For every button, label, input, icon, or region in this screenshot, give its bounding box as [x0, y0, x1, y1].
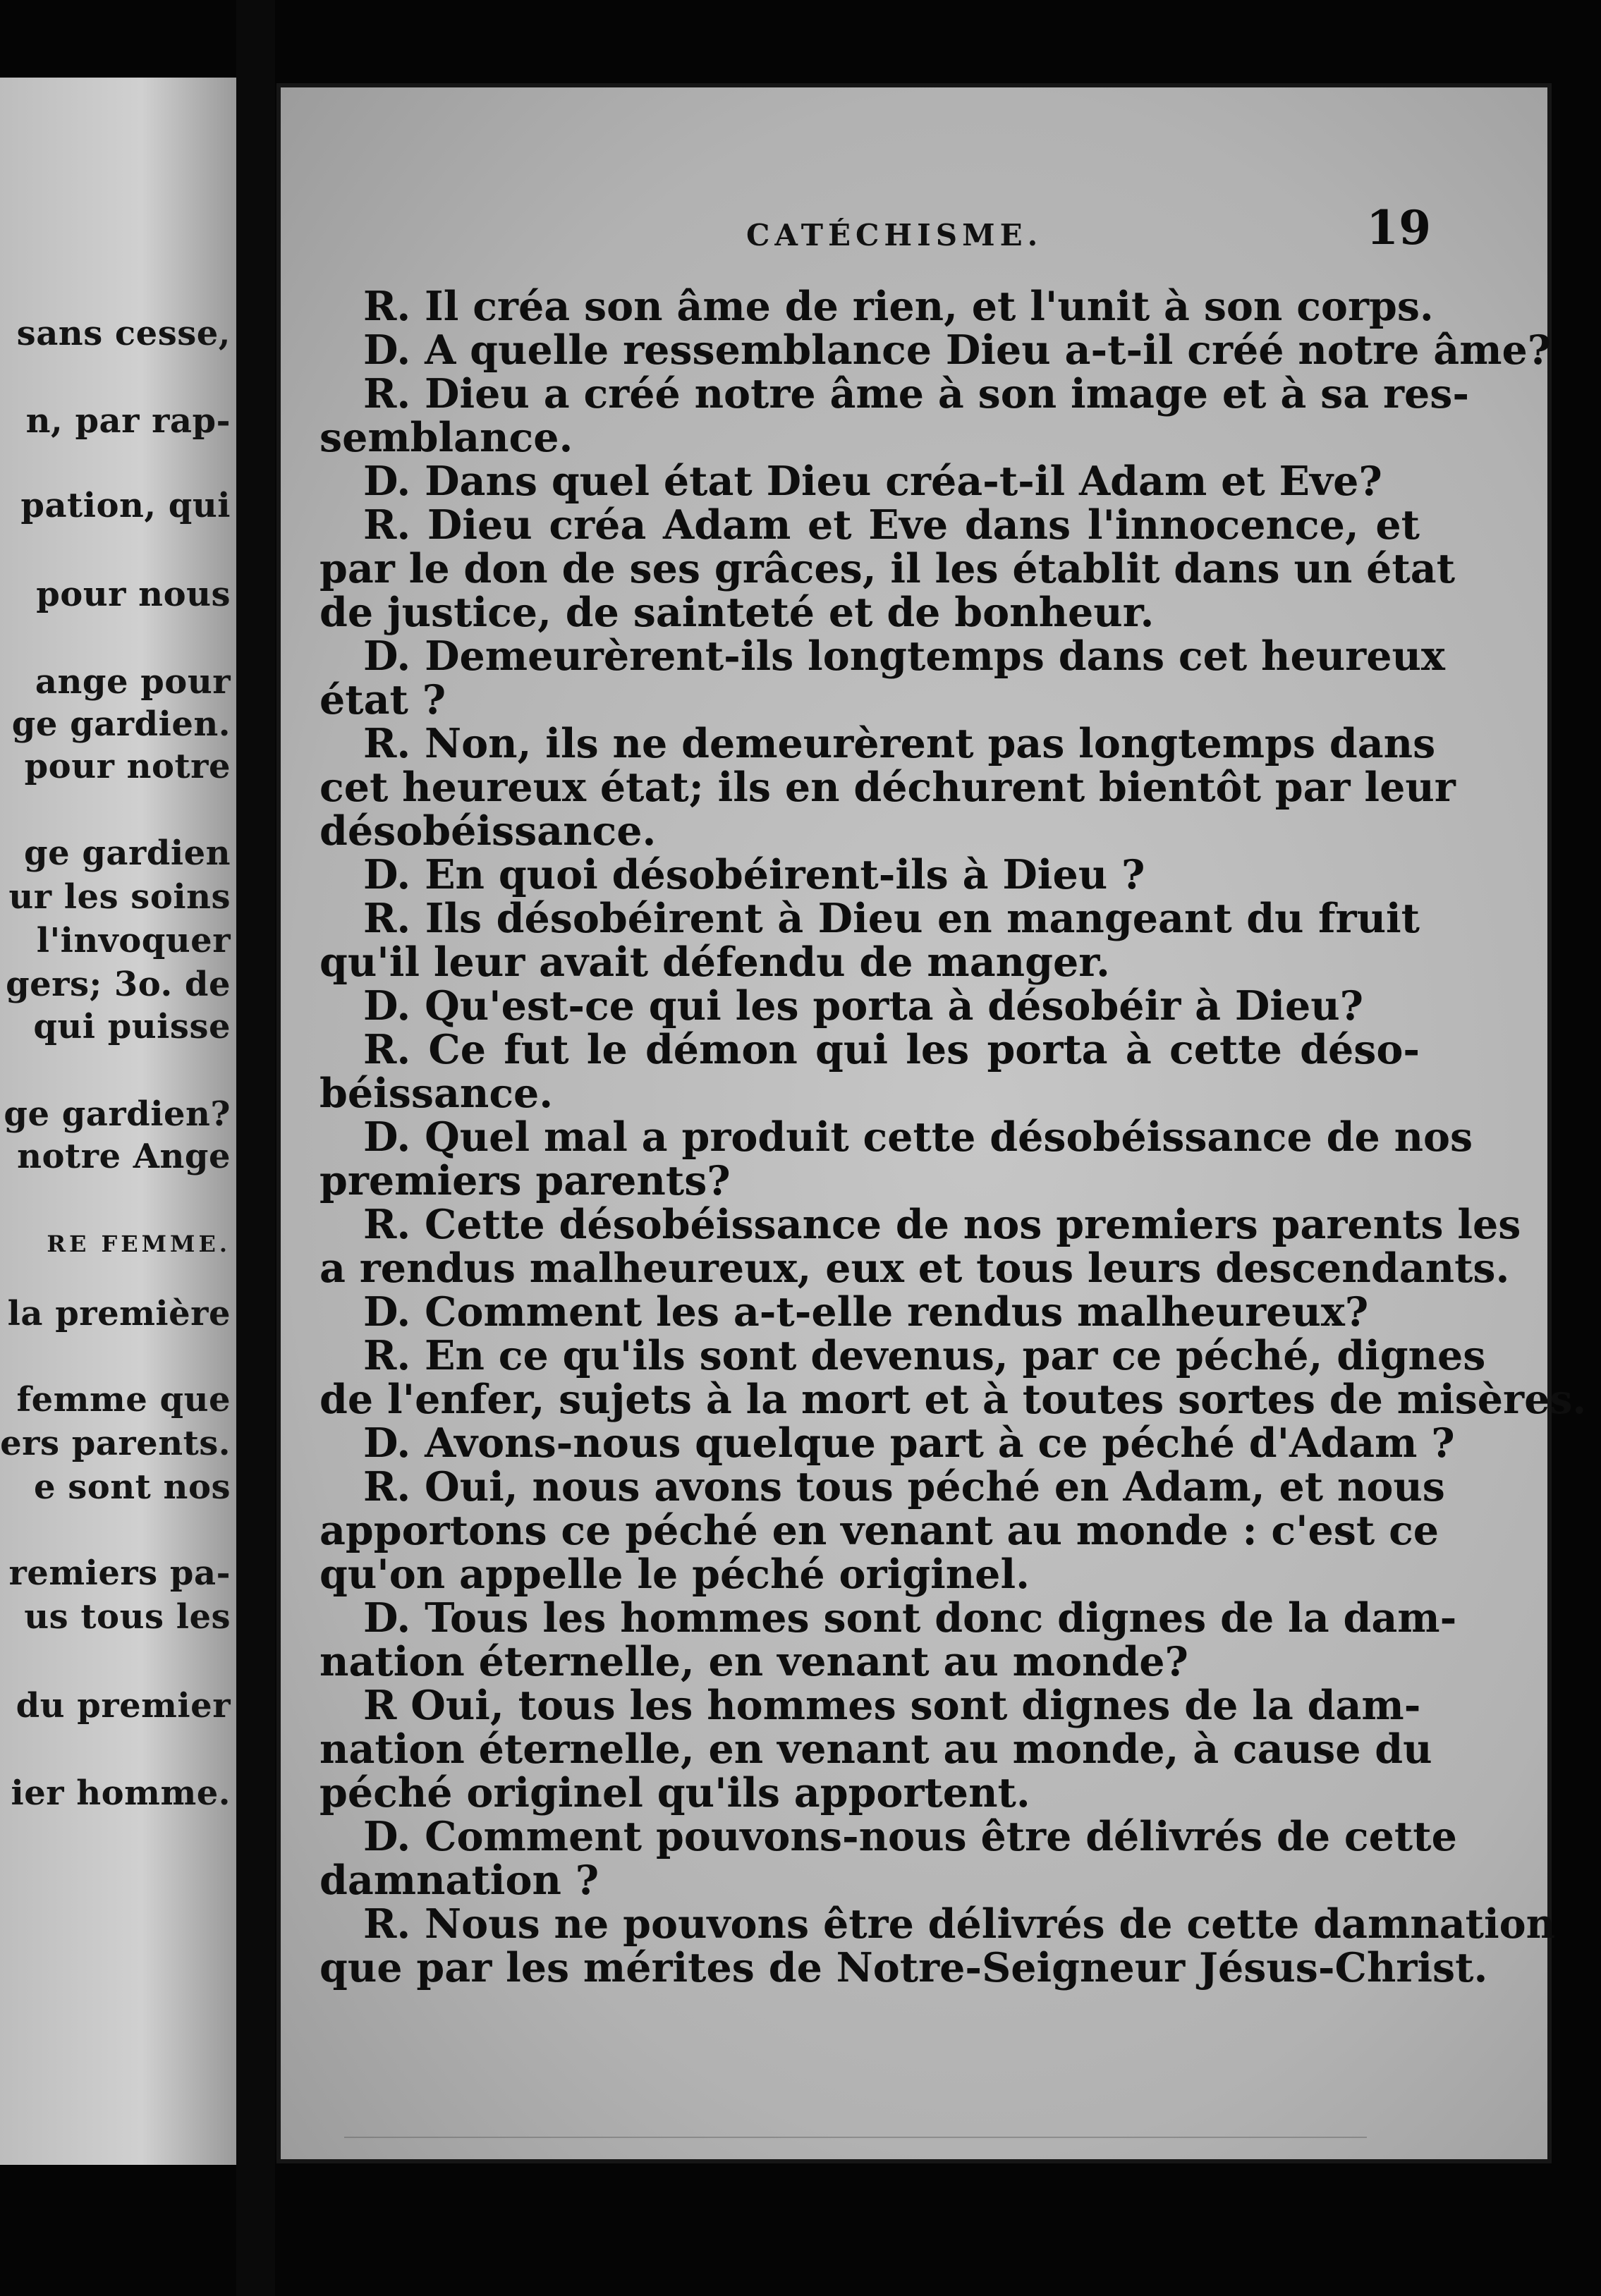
text-line: R Oui, tous les hommes sont dignes de la dam- — [363, 1682, 1421, 1729]
left-line: ge gardien — [24, 833, 231, 873]
text-line: nation éternelle, en venant au monde, à cause du — [319, 1726, 1432, 1773]
text-line: de justice, de sainteté et de bonheur. — [319, 589, 1155, 636]
text-line: que par les mérites de Notre-Seigneur Jésus-Christ. — [319, 1944, 1488, 1991]
left-line: l'invoquer — [36, 921, 231, 960]
left-page-fragment — [0, 78, 236, 2165]
text-line: qu'il leur avait défendu de manger. — [319, 939, 1110, 986]
left-line: pour nous — [36, 575, 231, 614]
left-line: ur les soins — [8, 877, 231, 917]
left-running-head: RE FEMME. — [47, 1231, 231, 1257]
left-line: femme que — [16, 1380, 231, 1419]
text-line: R. Oui, nous avons tous péché en Adam, et nous — [363, 1463, 1445, 1510]
text-line: D. A quelle ressemblance Dieu a-t-il créé notre âme? — [363, 326, 1552, 374]
left-line: pation, qui — [20, 486, 231, 525]
text-line: péché originel qu'ils apportent. — [319, 1769, 1030, 1816]
page-number: 19 — [1366, 200, 1431, 255]
text-line: damnation ? — [319, 1857, 599, 1904]
text-line: premiers parents? — [319, 1157, 731, 1204]
left-line: du premier — [16, 1686, 231, 1726]
left-line: ange pour — [35, 662, 231, 702]
left-line: ers parents. — [0, 1424, 231, 1463]
text-line: D. Comment les a-t-elle rendus malheureux? — [363, 1288, 1369, 1336]
book-gutter — [236, 0, 275, 2296]
text-line: cet heureux état; ils en déchurent bientôt par leur — [319, 764, 1456, 811]
text-line: D. Qu'est-ce qui les porta à désobéir à Dieu? — [363, 982, 1364, 1030]
text-line: R. En ce qu'ils sont devenus, par ce péché, dignes — [363, 1332, 1486, 1379]
left-line: sans cesse, — [16, 314, 231, 353]
text-line: D. Dans quel état Dieu créa-t-il Adam et Eve? — [363, 458, 1382, 505]
text-line: R. Ils désobéirent à Dieu en mangeant du fruit — [363, 895, 1420, 942]
text-line: R. Ce fut le démon qui les porta à cette déso- — [363, 1026, 1420, 1073]
text-line: semblance. — [319, 414, 573, 461]
text-line: béissance. — [319, 1070, 554, 1117]
left-line: n, par rap- — [25, 401, 231, 441]
text-line: état ? — [319, 676, 446, 723]
text-line: a rendus malheureux, eux et tous leurs descendants. — [319, 1245, 1510, 1292]
text-line: D. Tous les hommes sont donc dignes de la dam- — [363, 1594, 1457, 1642]
left-line: gers; 3o. de — [6, 965, 231, 1004]
text-line: R. Dieu créa Adam et Eve dans l'innocence, et — [363, 501, 1420, 549]
left-line: la première — [7, 1294, 231, 1333]
text-line: R. Dieu a créé notre âme à son image et à sa res- — [363, 370, 1470, 417]
text-line: R. Cette désobéissance de nos premiers parents les — [363, 1201, 1521, 1248]
left-line: remiers pa- — [8, 1553, 231, 1593]
text-line: D. Comment pouvons-nous être délivrés de cette — [363, 1813, 1457, 1860]
text-line: R. Non, ils ne demeurèrent pas longtemps dans — [363, 720, 1436, 767]
left-line: ge gardien. — [11, 704, 231, 744]
text-line: D. Demeurèrent-ils longtemps dans cet heureux — [363, 633, 1445, 680]
left-line: qui puisse — [33, 1007, 231, 1046]
text-line: D. Avons-nous quelque part à ce péché d'Adam ? — [363, 1419, 1455, 1467]
text-line: par le don de ses grâces, il les établit dans un état — [319, 545, 1456, 592]
text-line: qu'on appelle le péché originel. — [319, 1551, 1030, 1598]
text-line: nation éternelle, en venant au monde? — [319, 1638, 1188, 1685]
text-line: apportons ce péché en venant au monde : c'est ce — [319, 1507, 1439, 1554]
left-line: ier homme. — [11, 1773, 231, 1813]
text-line: de l'enfer, sujets à la mort et à toutes sortes de misères. — [319, 1376, 1587, 1423]
text-line: D. En quoi désobéirent-ils à Dieu ? — [363, 851, 1145, 898]
left-line: ge gardien? — [4, 1094, 231, 1134]
text-line: désobéissance. — [319, 807, 657, 855]
left-line: e sont nos — [33, 1467, 231, 1507]
left-line: us tous les — [24, 1597, 231, 1637]
left-line: notre Ange — [17, 1137, 231, 1176]
page-bottom-edge — [344, 2137, 1367, 2138]
running-head: CATÉCHISME. — [746, 218, 1043, 252]
left-line: pour notre — [24, 747, 231, 786]
text-line: R. Nous ne pouvons être délivrés de cette damnation — [363, 1900, 1556, 1948]
text-line: D. Quel mal a produit cette désobéissance de nos — [363, 1113, 1473, 1161]
right-page — [276, 83, 1587, 2163]
text-line: R. Il créa son âme de rien, et l'unit à son corps. — [363, 283, 1434, 330]
